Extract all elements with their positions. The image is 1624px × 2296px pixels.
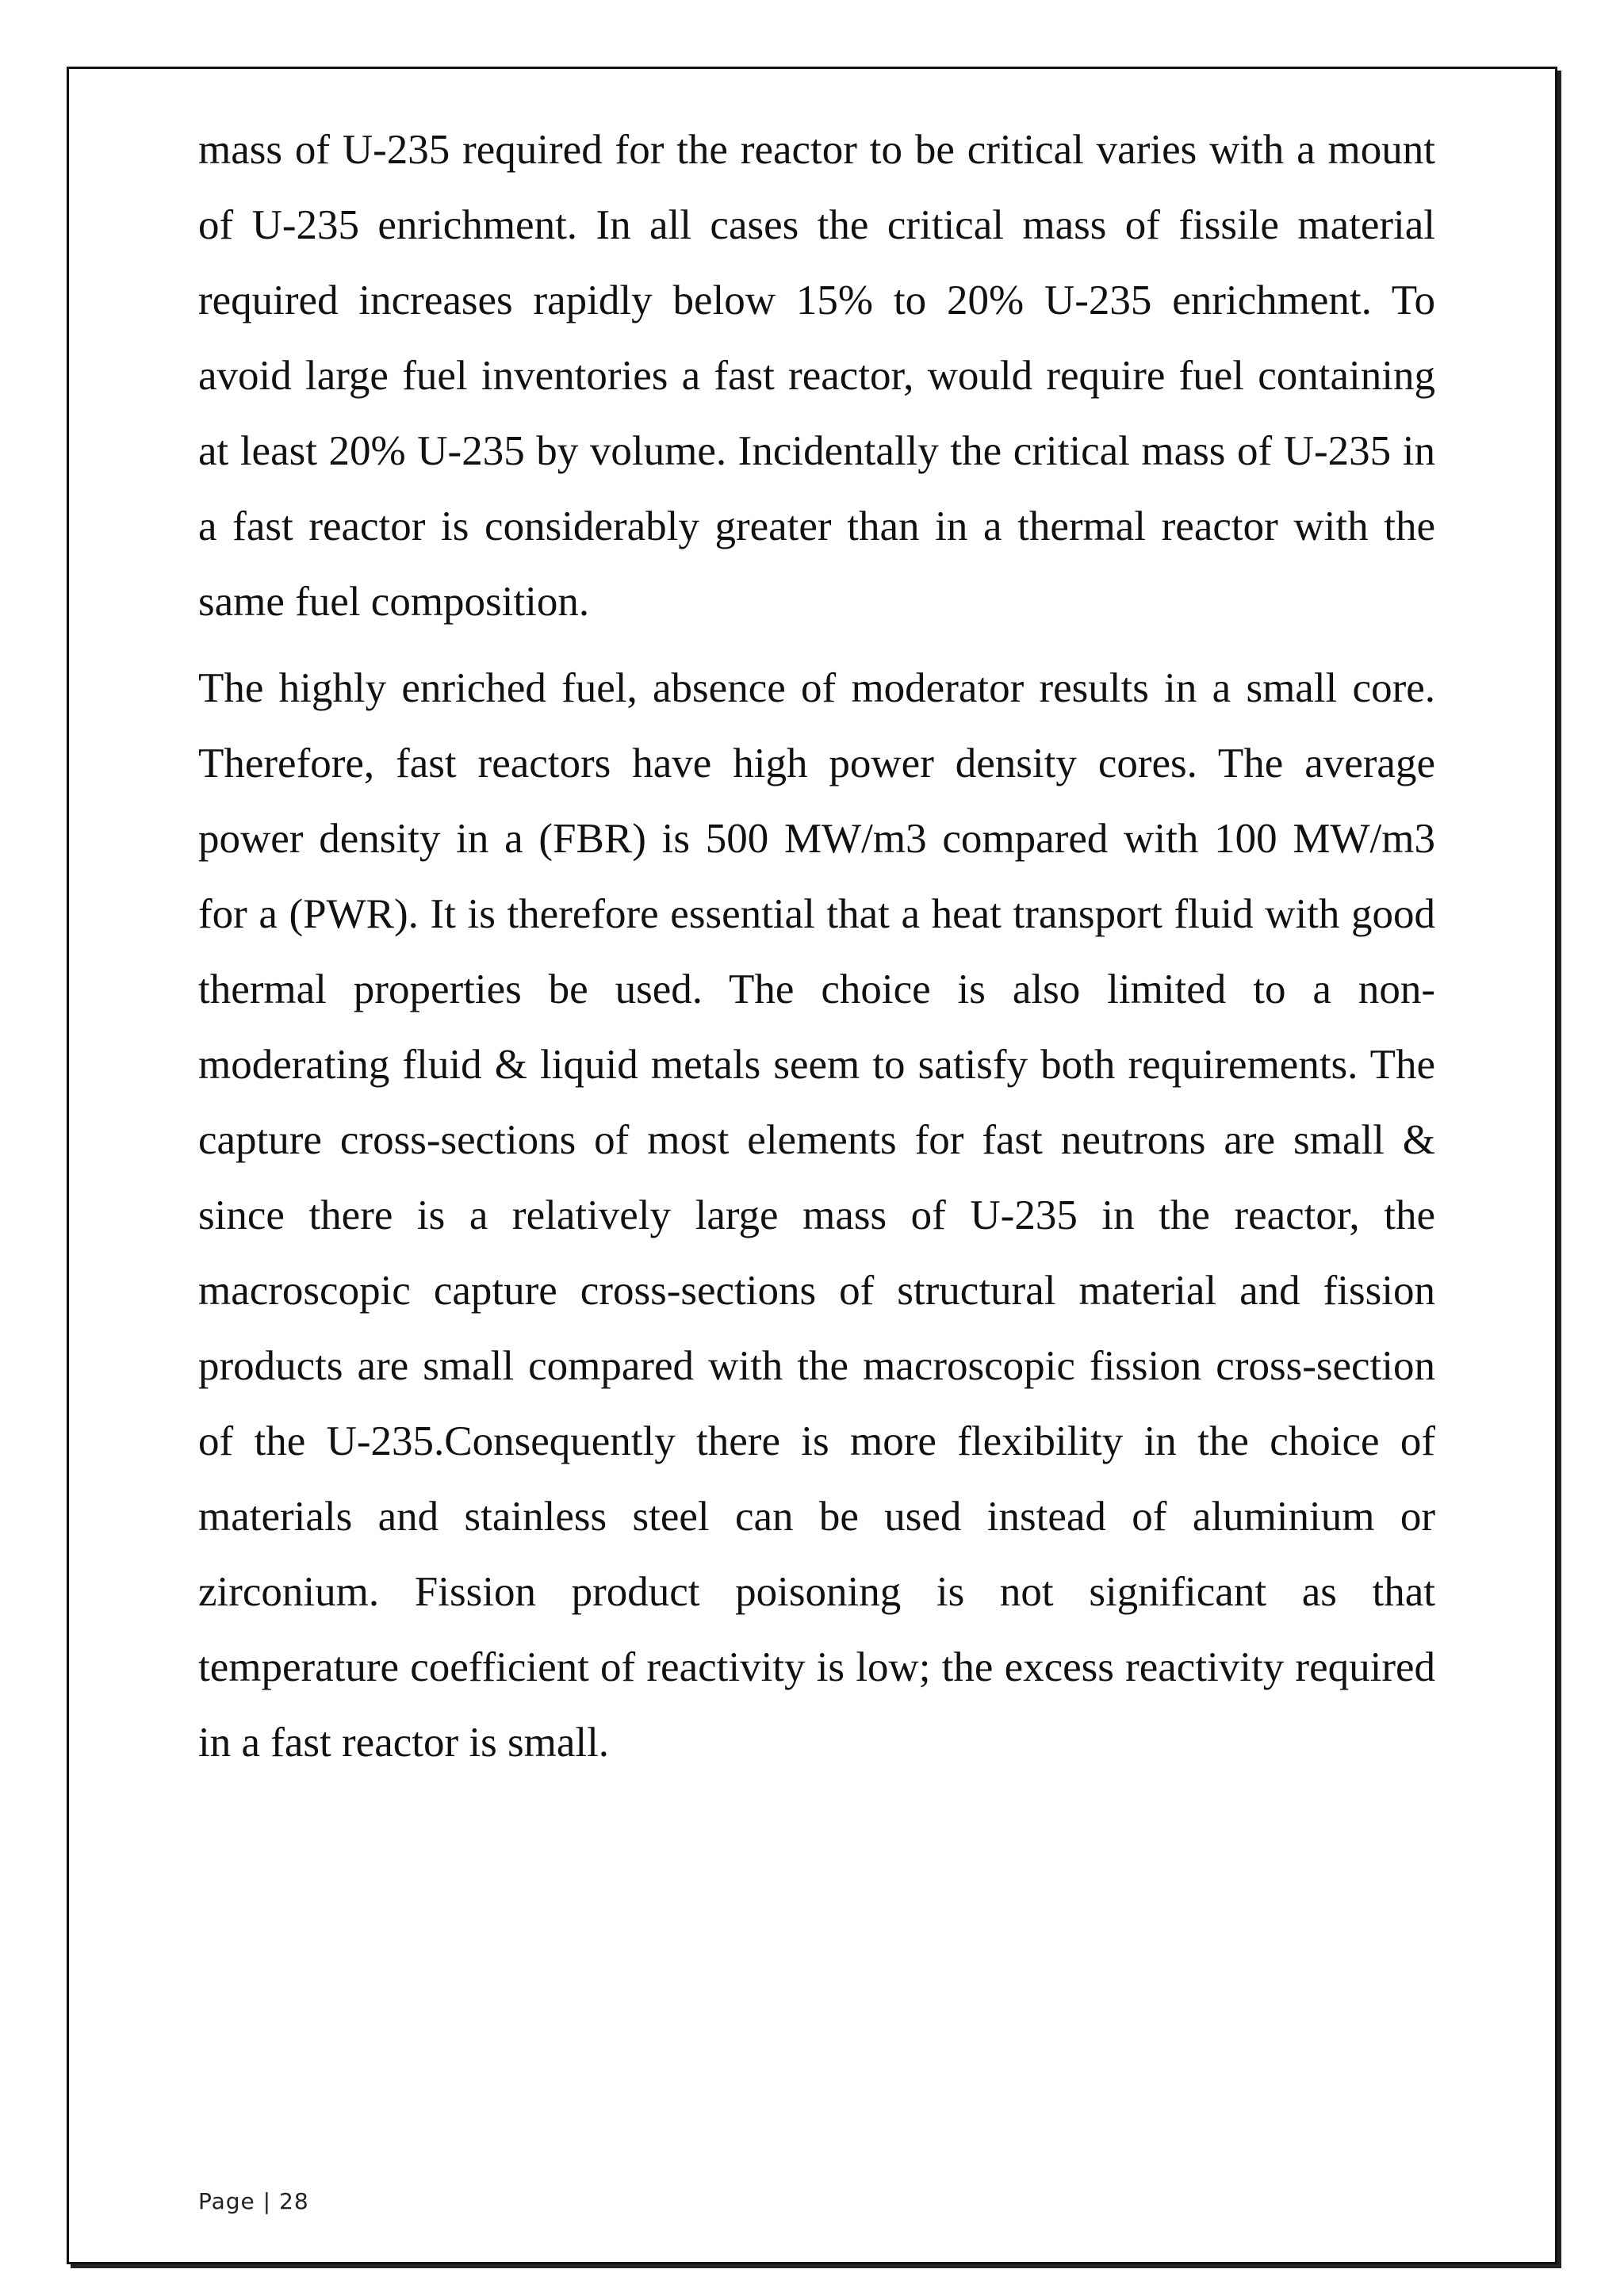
- paragraph-critical-mass: mass of U-235 required for the reactor to be critical varies with a mount of U-235 enrichment. In all cases the critical mass of fissile material required increases rapidly below 15% to 20% U-235 enrichment. To avoid large fuel inventories a fast reactor, would require fuel containing at least 20% U-235 by volume. Incidentally the critical mass of U-235 in a fast reactor is considerably greater than in a thermal reactor with the same fuel composition.: [198, 127, 1435, 625]
- document-body: [198, 113, 1435, 1781]
- page-number: Page | 28: [198, 2188, 309, 2214]
- paragraph-power-density: The highly enriched fuel, absence of moderator results in a small core. Therefore, fast reactors have high power density cores. The average power density in a (FBR) is 500 MW/m3 compared with 100 MW/m3 for a (PWR). It is therefore essential that a heat transport fluid with good thermal properties be used. The choice is also limited to a non-moderating fluid & liquid metals seem to satisfy both requirements. The capture cross-sections of most elements for fast neutrons are small & since there is a relatively large mass of U-235 in the reactor, the macroscopic capture cross-sections of structural material and fission products are small compared with the macroscopic fission cross-section of the U-235.Consequently there is more flexibility in the choice of materials and stainless steel can be used instead of aluminium or zirconium. Fission product poisoning is not significant as that temperature coefficient of reactivity is low; the excess reactivity required in a fast reactor is small.: [198, 665, 1435, 1766]
